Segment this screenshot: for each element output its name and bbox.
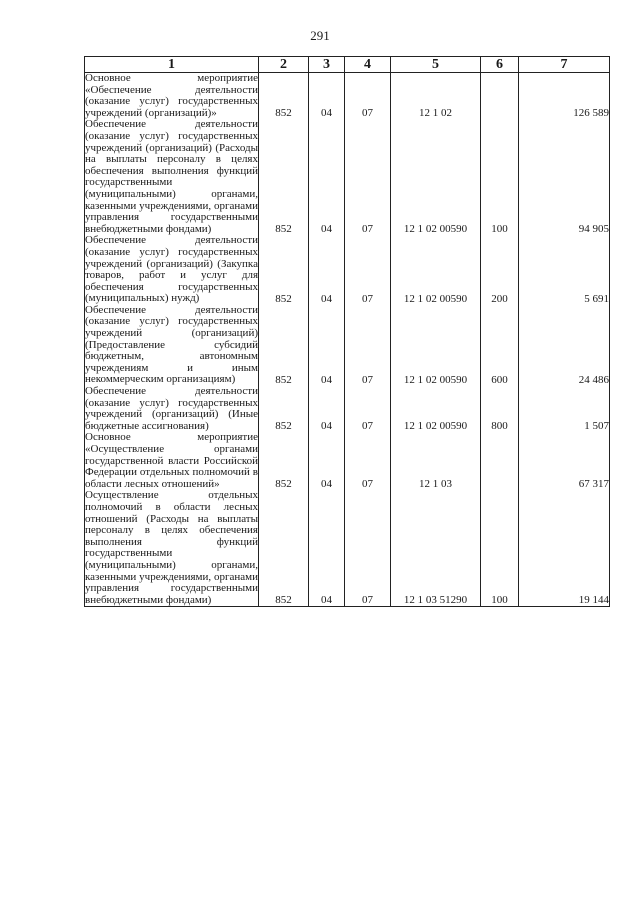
row-target-code: 12 1 02 [391, 73, 481, 120]
row-section-code: 04 [309, 119, 345, 235]
row-name: Обеспечение деятельности (оказание услуг) государственных учреждений (организаций) (Закупка товаров, работ и услуг для обеспечения государственных (муниципальных) нужд) [85, 234, 258, 305]
row-expense-type: 200 [481, 235, 519, 305]
table-row [85, 432, 610, 490]
header-cell: 3 [309, 57, 345, 73]
header-cell: 1 [85, 57, 259, 73]
row-subsection-code: 07 [345, 235, 391, 305]
header-cell: 4 [345, 57, 391, 73]
row-subsection-code: 07 [345, 432, 391, 490]
table-row [85, 386, 610, 432]
row-expense-type: 100 [481, 119, 519, 235]
header-cell: 7 [519, 57, 610, 73]
header-cell: 2 [259, 57, 309, 73]
row-subsection-code: 07 [345, 490, 391, 606]
row-expense-type: 800 [481, 386, 519, 432]
row-expense-type: 100 [481, 490, 519, 606]
row-target-code: 12 1 03 [391, 432, 481, 490]
header-row [85, 57, 610, 73]
row-gu-code: 852 [259, 490, 309, 606]
row-section-code: 04 [309, 305, 345, 386]
table-row [85, 119, 610, 235]
row-amount: 126 589 [519, 73, 610, 120]
row-target-code: 12 1 02 00590 [391, 235, 481, 305]
row-amount: 5 691 [519, 235, 610, 305]
row-amount: 67 317 [519, 432, 610, 490]
row-name: Основное мероприятие «Осуществление органами государственной власти Российской Федерации отдельных полномочий в области лесных отношений» [85, 431, 258, 490]
row-section-code: 04 [309, 490, 345, 606]
row-subsection-code: 07 [345, 305, 391, 386]
row-name: Обеспечение деятельности (оказание услуг) государственных учреждений (организаций) (Иные бюджетные ассигнования) [85, 385, 258, 432]
row-target-code: 12 1 03 51290 [391, 490, 481, 606]
header-cell: 5 [391, 57, 481, 73]
table-row [85, 235, 610, 305]
table-row [85, 305, 610, 386]
row-expense-type: 600 [481, 305, 519, 386]
row-expense-type [481, 73, 519, 120]
row-subsection-code: 07 [345, 73, 391, 120]
header-cell: 6 [481, 57, 519, 73]
row-expense-type [481, 432, 519, 490]
row-amount: 19 144 [519, 490, 610, 606]
row-gu-code: 852 [259, 386, 309, 432]
row-name: Основное мероприятие «Обеспечение деятельности (оказание услуг) государственных учреждений (организаций)» [85, 72, 258, 119]
row-gu-code: 852 [259, 119, 309, 235]
row-subsection-code: 07 [345, 119, 391, 235]
row-section-code: 04 [309, 235, 345, 305]
row-amount: 1 507 [519, 386, 610, 432]
row-amount: 24 486 [519, 305, 610, 386]
row-gu-code: 852 [259, 73, 309, 120]
row-target-code: 12 1 02 00590 [391, 386, 481, 432]
page-number: 291 [310, 28, 330, 43]
row-section-code: 04 [309, 73, 345, 120]
table-row [85, 490, 610, 606]
row-target-code: 12 1 02 00590 [391, 119, 481, 235]
row-gu-code: 852 [259, 432, 309, 490]
row-name: Обеспечение деятельности (оказание услуг) государственных учреждений (организаций) (Расходы на выплаты персоналу в целях обеспечения выполнения функций государственными (муниципальными) органами, казенными учреждениями, органами управления государственными внебюджетными фондами) [85, 118, 258, 235]
row-subsection-code: 07 [345, 386, 391, 432]
table-row [85, 73, 610, 120]
row-section-code: 04 [309, 432, 345, 490]
row-gu-code: 852 [259, 235, 309, 305]
budget-table [84, 56, 610, 607]
row-section-code: 04 [309, 386, 345, 432]
row-gu-code: 852 [259, 305, 309, 386]
row-name: Обеспечение деятельности (оказание услуг) государственных учреждений (организаций) (Предоставление субсидий бюджетным, автономным учреждениям и иным некоммерческим организациям) [85, 303, 258, 386]
row-target-code: 12 1 02 00590 [391, 305, 481, 386]
row-name: Осуществление отдельных полномочий в области лесных отношений (Расходы на выплаты персоналу в целях обеспечения выполнения функций государственными (муниципальными) органами, казенными учреждениями, органами управления государственными внебюджетными фондами) [85, 489, 258, 606]
row-amount: 94 905 [519, 119, 610, 235]
